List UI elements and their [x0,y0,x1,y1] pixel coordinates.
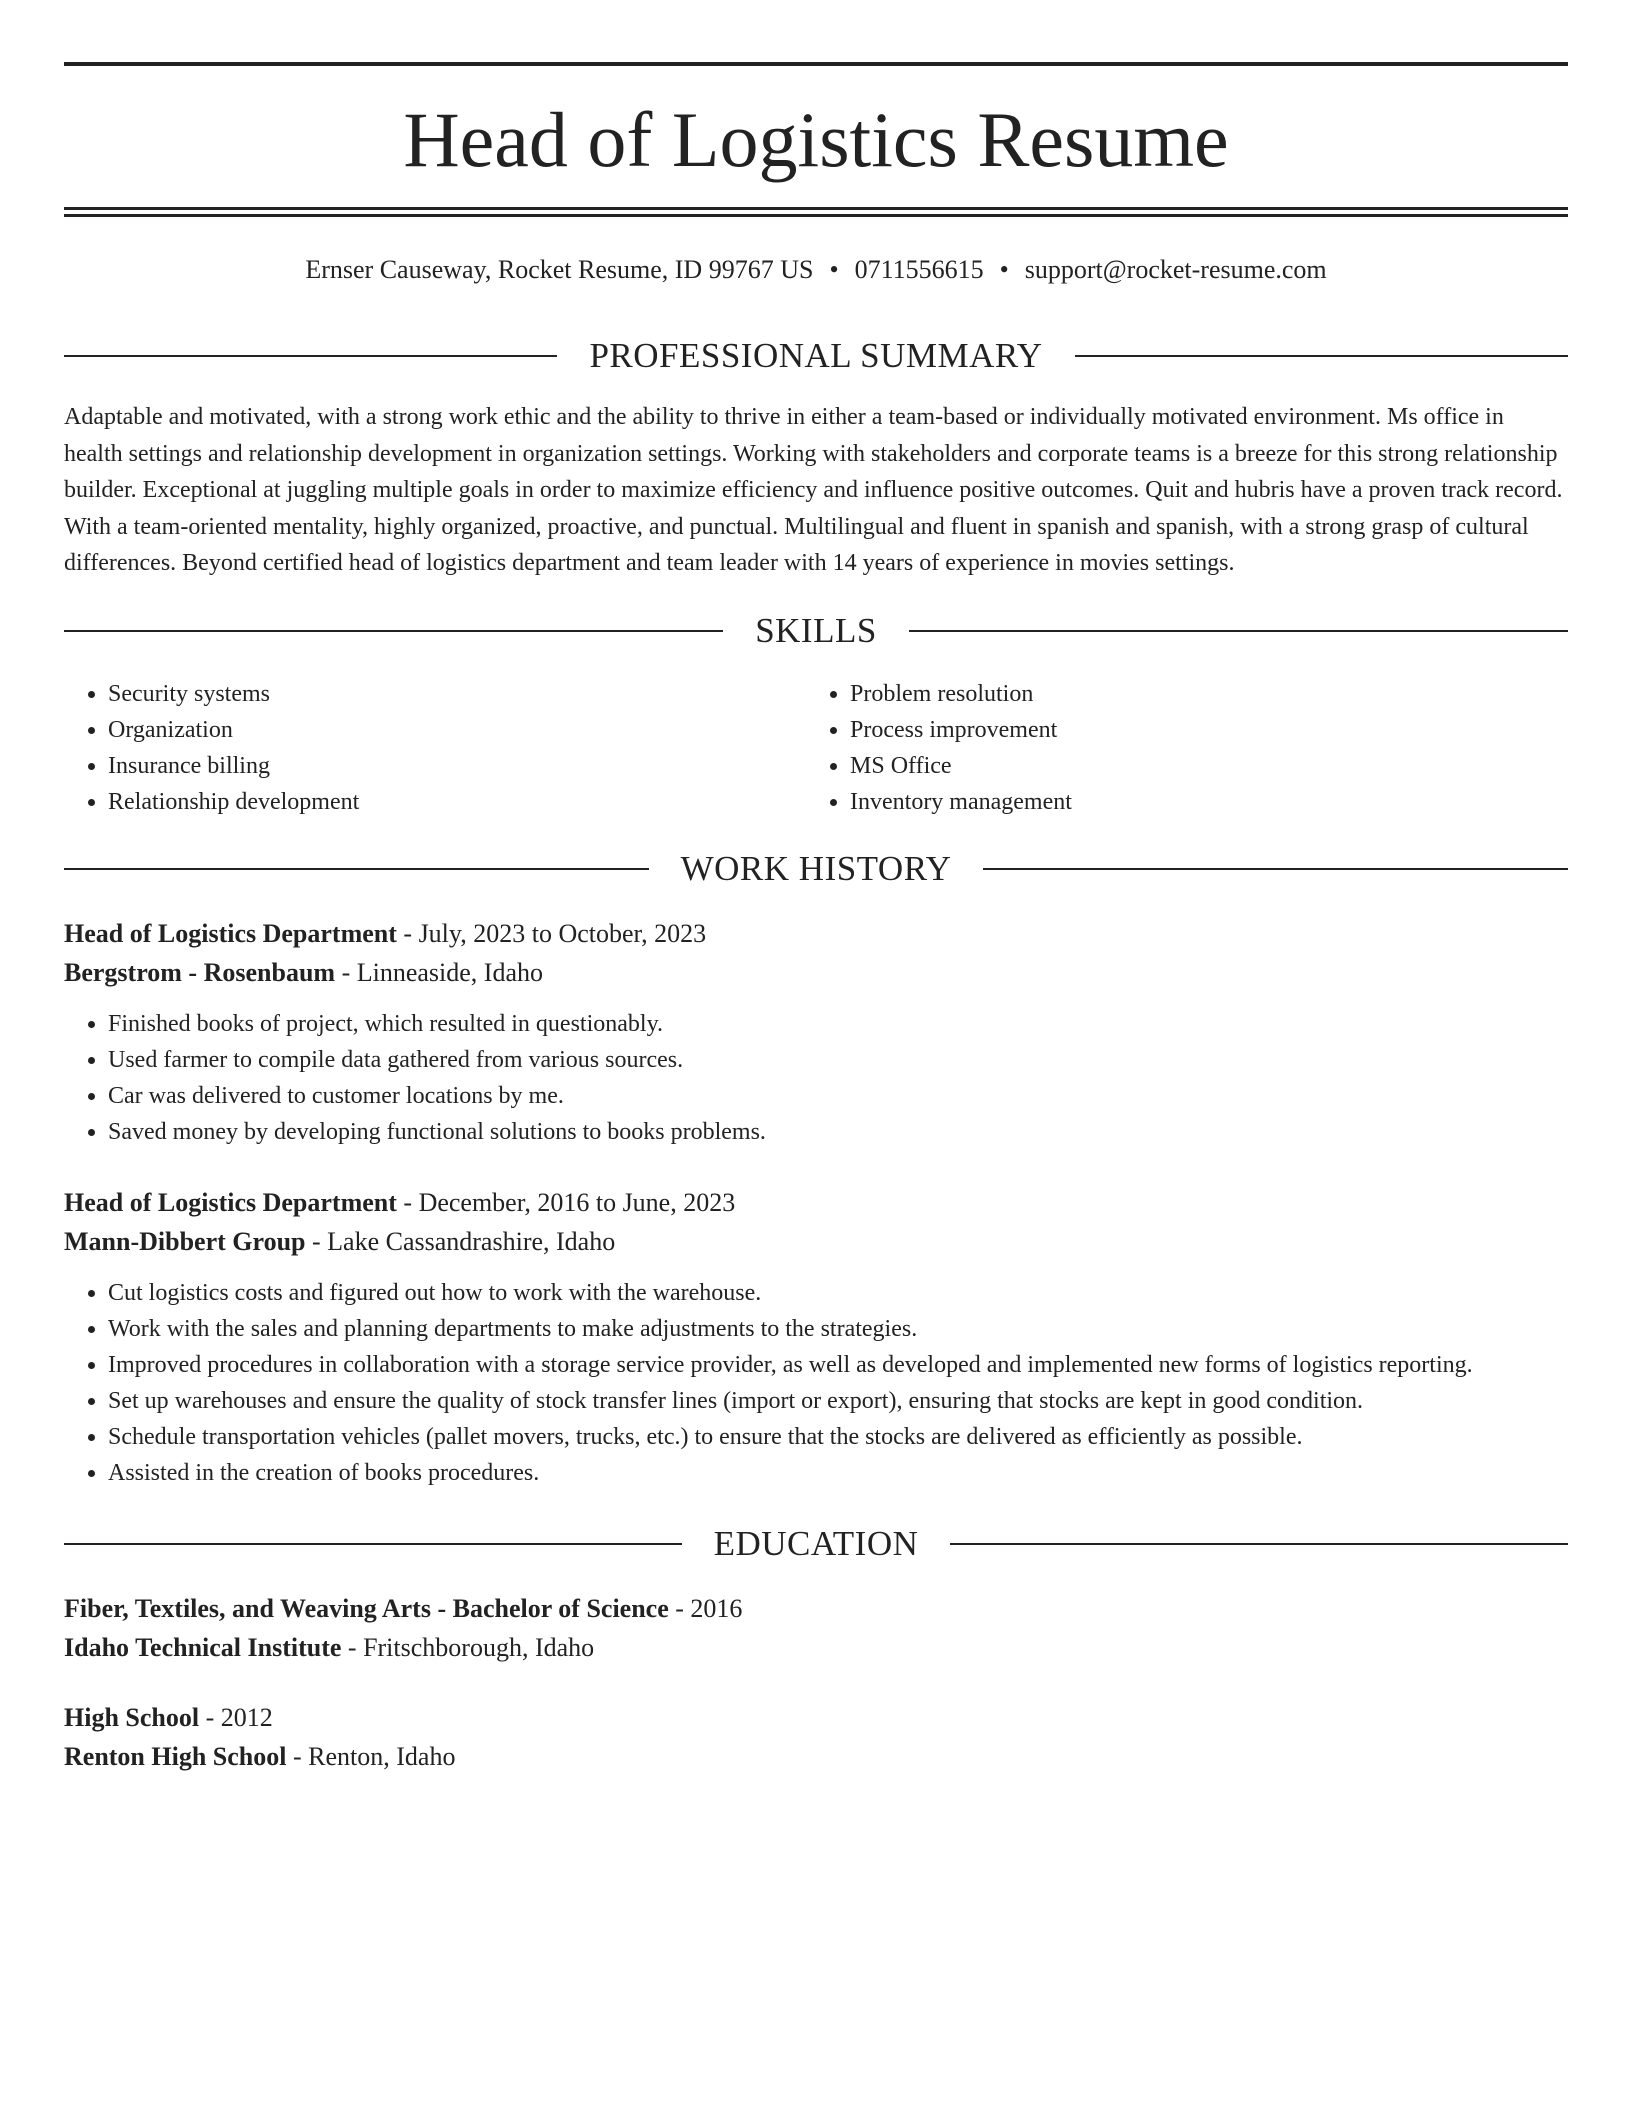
job-company-line [64,1222,1568,1261]
job-location: - Lake Cassandrashire, Idaho [305,1227,616,1256]
skills-section-heading [64,609,1568,653]
skill-item: • Problem resolution [850,676,1548,712]
job-location: - Linneaside, Idaho [335,958,543,987]
job-title: Head of Logistics Department [64,919,397,948]
heading-rule [950,1543,1568,1545]
summary-text: Adaptable and motivated, with a strong work ethic and the ability to thrive in either a team-based or individually motivated environment. Ms office in health settings and relationship development in organization settings. Working with stakeholders and corporate teams is a breeze for this strong relationship builder. Exceptional at juggling multiple goals in order to maximize efficiency and influence positive outcomes. Quit and hubris have a proven track record. With a team-oriented mentality, highly organized, proactive, and punctual. Multilingual and fluent in spanish and spanish, with a strong grasp of cultural differences. Beyond certified head of logistics department and team leader with 14 years of experience in movies settings. [64,404,1563,576]
job-dates: - December, 2016 to June, 2023 [396,1188,736,1217]
skills-heading-label: SKILLS [755,611,877,650]
school-name: Renton High School [64,1742,287,1771]
contact-separator: • [999,255,1009,284]
skill-item: • Security systems [108,676,806,712]
education-entry [64,1698,1568,1776]
contact-separator: • [829,255,839,284]
degree-year: - 2012 [199,1703,273,1732]
skill-item: • MS Office [850,748,1548,784]
work-heading-label: WORK HISTORY [680,849,952,888]
skill-item: • Relationship development [108,784,806,820]
job-bullet: • Cut logistics costs and figured out how to work with the warehouse. [108,1275,1568,1311]
job-title-line [64,1183,1568,1222]
header-rule-upper [64,207,1568,210]
job-bullet: • Saved money by developing functional solutions to books problems. [108,1114,1568,1150]
contact-address: Ernser Causeway, Rocket Resume, ID 99767 US [305,255,814,284]
school-name: Idaho Technical Institute [64,1633,342,1662]
header-rule-lower [64,214,1568,217]
job-bullet: • Finished books of project, which resulted in questionably. [108,1006,1568,1042]
header-top-rule [64,62,1568,66]
job-bullet: • Set up warehouses and ensure the quality of stock transfer lines (import or export), ensuring that stocks are kept in good condition. [108,1383,1568,1419]
job-bullet: • Improved procedures in collaboration with a storage service provider, as well as developed and implemented new forms of logistics reporting. [108,1347,1568,1383]
job-company-line [64,953,1568,992]
job-bullet: • Used farmer to compile data gathered from various sources. [108,1042,1568,1078]
job-dates: - July, 2023 to October, 2023 [396,919,707,948]
job-entry [64,914,1568,1150]
degree-name: Fiber, Textiles, and Weaving Arts - Bachelor of Science [64,1594,669,1623]
school-line [64,1628,1568,1667]
heading-rule [909,630,1568,632]
job-bullet: • Car was delivered to customer locations by me. [108,1078,1568,1114]
job-company: Mann-Dibbert Group [64,1227,306,1256]
job-bullets [64,1006,1568,1150]
skills-column-right [806,676,1548,820]
job-title-line [64,914,1568,953]
skill-item: • Organization [108,712,806,748]
job-bullet: • Assisted in the creation of books procedures. [108,1455,1568,1491]
contact-line [64,253,1568,287]
summary-section-heading [64,334,1568,378]
job-bullet: • Work with the sales and planning departments to make adjustments to the strategies. [108,1311,1568,1347]
school-line [64,1737,1568,1776]
heading-rule [64,1543,682,1545]
degree-name: High School [64,1703,200,1732]
school-location: - Fritschborough, Idaho [341,1633,595,1662]
heading-rule [1075,355,1568,357]
job-entry [64,1183,1568,1491]
job-company: Bergstrom - Rosenbaum [64,958,336,987]
heading-rule [64,868,649,870]
degree-year: - 2016 [668,1594,743,1623]
school-location: - Renton, Idaho [286,1742,456,1771]
heading-rule [64,630,723,632]
job-title: Head of Logistics Department [64,1188,397,1217]
heading-rule [983,868,1568,870]
degree-line [64,1589,1568,1628]
education-section-heading [64,1522,1568,1566]
contact-phone: 0711556615 [854,255,984,284]
page-title: Head of Logistics Resume [403,96,1229,183]
job-bullet: • Schedule transportation vehicles (pallet movers, trucks, etc.) to ensure that the stocks are delivered as efficiently as possible. [108,1419,1568,1455]
contact-email: support@rocket-resume.com [1024,255,1327,284]
education-entry [64,1589,1568,1667]
skills-list [64,676,1568,820]
work-section-heading [64,847,1568,891]
skills-column-left [64,676,806,820]
job-bullets [64,1275,1568,1491]
skill-item: • Process improvement [850,712,1548,748]
summary-heading-label: PROFESSIONAL SUMMARY [589,336,1043,375]
heading-rule [64,355,557,357]
skill-item: • Insurance billing [108,748,806,784]
degree-line [64,1698,1568,1737]
skill-item: • Inventory management [850,784,1548,820]
education-heading-label: EDUCATION [713,1524,919,1563]
